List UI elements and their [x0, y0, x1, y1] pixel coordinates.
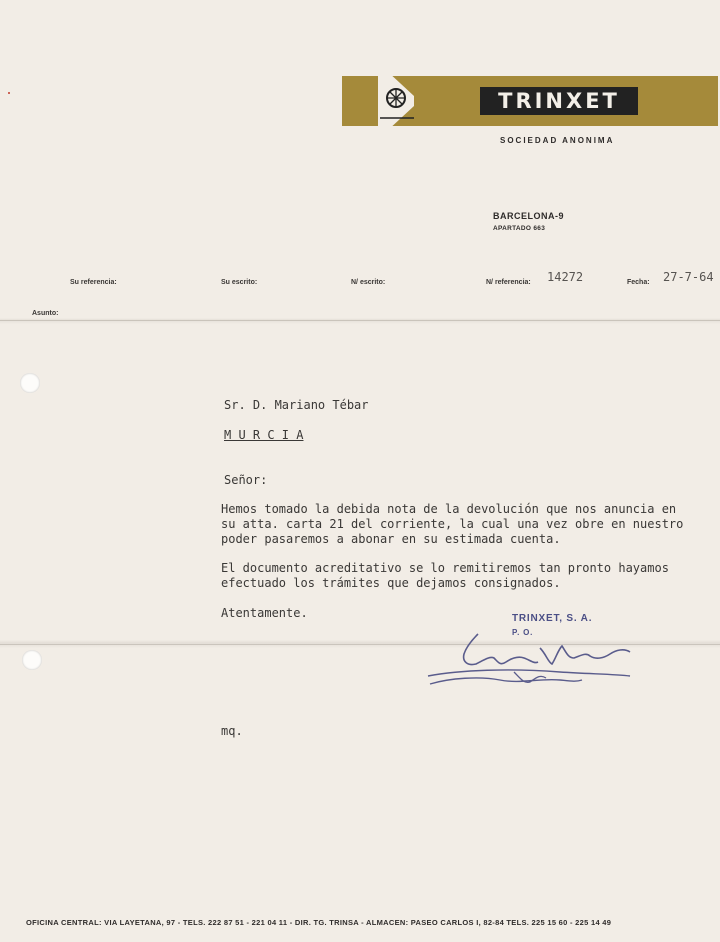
asunto-label: Asunto:: [32, 310, 59, 317]
recipient-city: M U R C I A: [224, 428, 304, 442]
paper-speck: [8, 92, 10, 94]
paragraph-line: su atta. carta 21 del corriente, la cual una vez obre en nuestro: [221, 517, 684, 531]
brand-name: TRINXET: [480, 87, 638, 115]
n-escrito-label: N/ escrito:: [351, 279, 386, 286]
recipient-name: Sr. D. Mariano Tébar: [224, 398, 369, 412]
su-referencia-label: Su referencia:: [70, 279, 117, 286]
paragraph-line: poder pasaremos a abonar en su estimada cuenta.: [221, 532, 561, 546]
stamp-po: P. O.: [512, 628, 534, 637]
company-stamp: TRINXET, S. A.: [512, 613, 593, 624]
company-tagline: SOCIEDAD ANONIMA: [500, 136, 615, 145]
salutation: Señor:: [224, 473, 268, 487]
typist-initials: mq.: [221, 724, 243, 738]
punch-hole: [20, 373, 40, 393]
paragraph-line: Hemos tomado la debida nota de la devolución que nos anuncia en: [221, 502, 677, 516]
n-referencia-label: N/ referencia:: [486, 279, 531, 286]
n-referencia-value: 14272: [547, 270, 584, 284]
paragraph-line: efectuado los trámites que dejamos consignados.: [221, 576, 561, 590]
footer-address: OFICINA CENTRAL: VIA LAYETANA, 97 - TELS. 222 87 51 - 221 04 11 - DIR. TG. TRINSA - ALMACEN: PASEO CARLOS I, 82-84 TELS. 225 15 60 - 225 14 49: [26, 918, 612, 927]
closing: Atentamente.: [221, 606, 308, 620]
punch-hole: [22, 650, 42, 670]
su-escrito-label: Su escrito:: [221, 279, 258, 286]
paragraph-line: El documento acreditativo se lo remitiremos tan pronto hayamos: [221, 561, 669, 575]
handwritten-signature: [420, 628, 640, 692]
fecha-value: 27-7-64: [663, 270, 714, 284]
letterhead-city: BARCELONA-9: [493, 211, 565, 221]
fold-line: [0, 320, 720, 321]
letterhead-apartado: APARTADO 663: [493, 225, 546, 232]
fecha-label: Fecha:: [627, 279, 650, 286]
bicycle-wheel-logo-icon: [378, 80, 416, 122]
